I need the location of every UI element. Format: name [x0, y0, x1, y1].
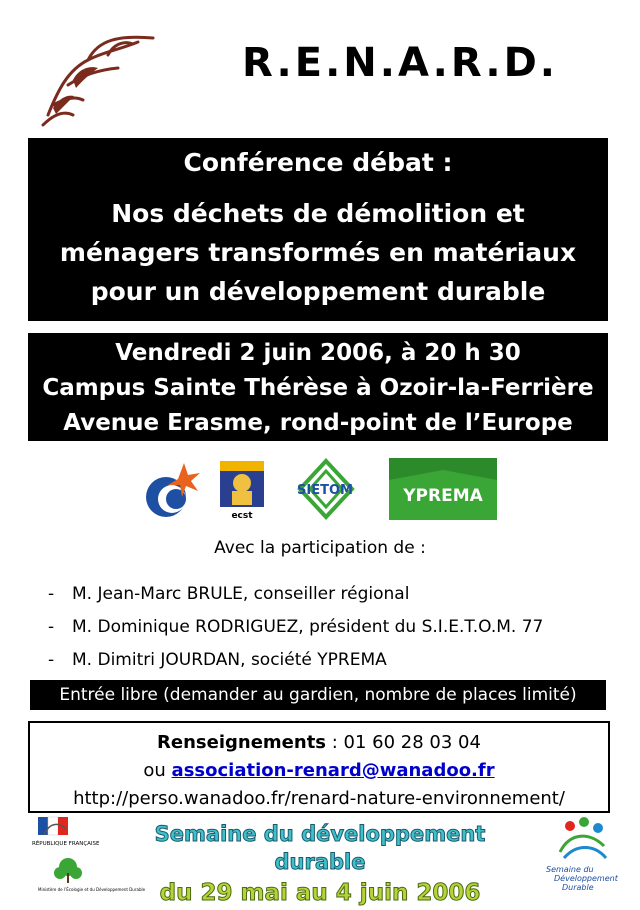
list-item [48, 611, 628, 644]
ministry-ecology-logo [38, 855, 146, 895]
event-address: Avenue Erasme, rond-point de l’Europe [63, 410, 573, 436]
info-phone-row [30, 729, 608, 757]
info-or: ou [143, 760, 166, 781]
info-box [28, 721, 610, 813]
organization-title: R.E.N.A.R.D. [242, 40, 558, 86]
sietom-logo [282, 459, 368, 519]
participant-1: M. Jean-Marc BRULE, conseiller régional [72, 584, 410, 604]
sdd-logo [540, 812, 625, 897]
free-entry-banner: Entrée libre (demander au gardien, nombre de places limité) [30, 680, 606, 710]
participant-2: M. Dominique RODRIGUEZ, président du S.I.E.T.O.M. 77 [72, 617, 544, 637]
ministry-logos [30, 815, 146, 895]
week-line-1: Semaine du développement durable [154, 822, 486, 874]
yprema-logo [389, 458, 497, 520]
regional-council-logo [140, 459, 204, 519]
ecst-logo [216, 457, 268, 521]
ministry-label: Ministère de l’Écologie et du Développement Durable [38, 887, 146, 892]
event-details-box [28, 333, 608, 441]
ecst-label: ecst [231, 511, 253, 521]
republic-label: RÉPUBLIQUE FRANÇAISE [32, 841, 100, 847]
sustainable-week-title [110, 820, 530, 910]
dash-bullet: - [48, 650, 55, 670]
participants-list [48, 578, 628, 677]
event-title-line-1: Nos déchets de démolition et [111, 199, 525, 228]
conference-title-box [28, 138, 608, 321]
website-url[interactable]: http://perso.wanadoo.fr/renard-nature-environnement/ [73, 788, 565, 809]
event-type: Conférence débat : [183, 148, 453, 177]
fox-logo [28, 30, 158, 130]
week-line-2: du 29 mai au 4 juin 2006 [159, 880, 481, 906]
participation-heading: Avec la participation de : [214, 538, 426, 558]
partner-logos [0, 455, 640, 525]
sdd-logo-label: Semaine du Développement Durable [546, 865, 618, 892]
event-title-line-3: pour un développement durable [90, 277, 546, 306]
event-title-line-2: ménagers transformés en matériaux [59, 238, 577, 267]
info-email-row [30, 757, 608, 785]
list-item [48, 578, 628, 611]
yprema-label: YPREMA [403, 486, 483, 506]
dash-bullet: - [48, 584, 55, 604]
list-item [48, 644, 628, 677]
event-date: Vendredi 2 juin 2006, à 20 h 30 [115, 340, 521, 366]
participant-3: M. Dimitri JOURDAN, société YPREMA [72, 650, 387, 670]
event-venue: Campus Sainte Thérèse à Ozoir-la-Ferrière [42, 375, 594, 401]
sietom-label: SIETOM [297, 483, 353, 498]
email-link[interactable]: association-renard@wanadoo.fr [171, 760, 495, 781]
info-phone: : 01 60 28 03 04 [331, 732, 481, 753]
republique-francaise-logo [30, 815, 100, 851]
dash-bullet: - [48, 617, 55, 637]
info-label: Renseignements [157, 732, 327, 753]
